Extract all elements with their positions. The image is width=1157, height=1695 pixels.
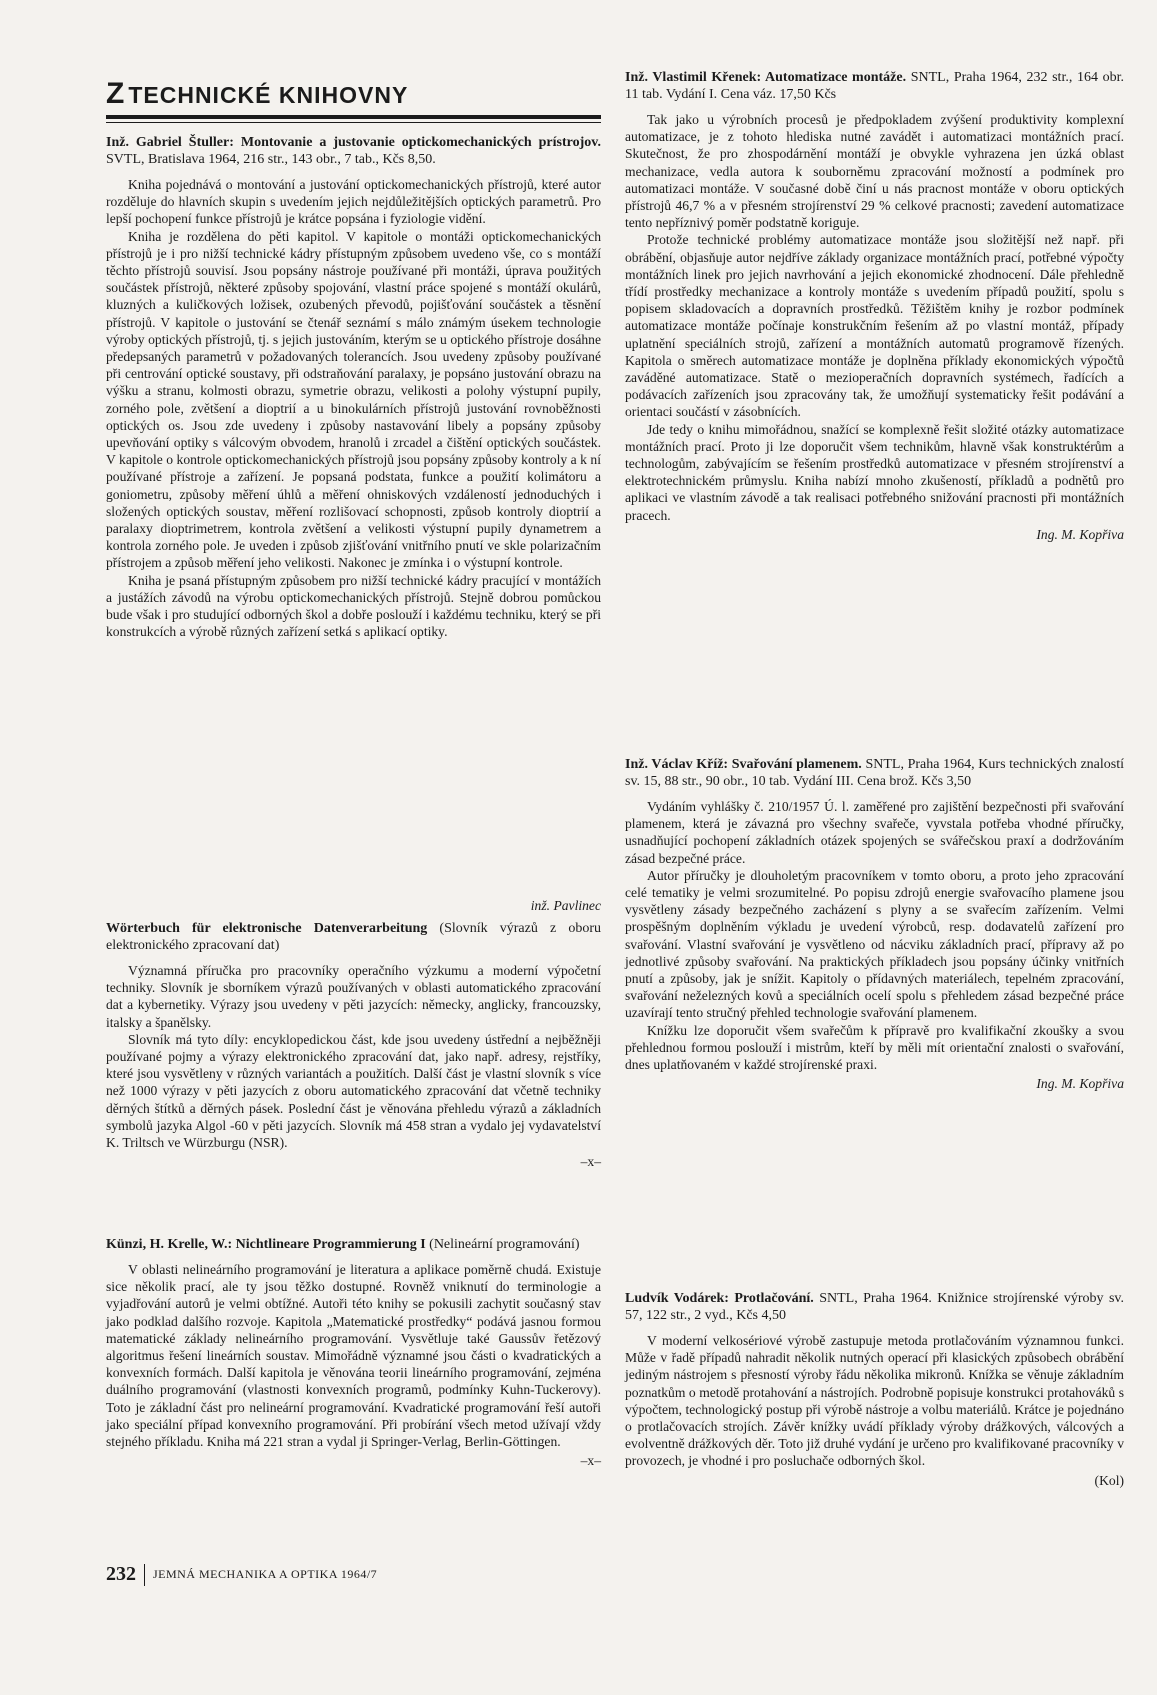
review-paragraph: Tak jako u výrobních procesů je předpokladem zvýšení produktivity komplexní automatizace, je z tohoto hlediska nutné zavádět i automatizaci montážních prací. Skutečnost, že pro zhospodárnění montáží je obvykle vyhrazena jen úzká oblast mechanizace, vedla autora k souborněmu zpracování možností a podmínek pro automatizaci montáže. V současné době činí u nás pracnost montáže v oboru optických přístrojů 46,7 % a v přesném strojírenství 29 % celkové pracnosti; zavedení automatizace tento nepříznivý poměr podstatně koriguje. — [625, 112, 1124, 231]
review-paragraph: Vydáním vyhlášky č. 210/1957 Ú. l. zaměřené pro zajištění bezpečnosti při svařování plamenem, která je závazná pro všechny svařeče, vyvstala potřeba vhodné příručky, usnadňující pochopení základních otázek spojených se svářečskou praxí a dodržováním zásad bezpečné práce. — [625, 799, 1124, 866]
review-paragraph: Knížku lze doporučit všem svařečům k přípravě pro kvalifikační zkoušky a svou přehlednou formou poslouží i mistrům, kteří by měli mít orientační znalosti o svařování, dnes uplatňovaném v každé strojírenské praxi. — [625, 1022, 1124, 1073]
signature-row — [106, 897, 601, 915]
review-worterbuch — [106, 920, 601, 1171]
review-publisher: SVTL, Bratislava 1964, 216 str., 143 obr., 7 tab., Kčs 8,50. — [106, 152, 436, 167]
page-footer — [106, 1563, 377, 1586]
review-stuller — [106, 134, 601, 640]
review-author-title: Inž. Gabriel Štuller: Montovanie a justovanie optickomechanických prístrojov. — [106, 135, 601, 150]
section-letter: Z — [106, 77, 126, 110]
review-paragraph: V moderní velkosériové výrobě zastupuje metoda protlačováním významnou funkci. Může v řadě případů nahradit několik nutných operací při klasických způsobech obrábění jediným nástrojem s přesností výroby řádu několika mikronů. Knížka se věnuje základním poznatkům o metodě protahování a nástrojích. Podrobně popisuje konstrukci protahováků s výpočtem, technologický postup při výrobě nástroje a volbu materiálů. Krátce je pojednáno o protlačovacích strojích. Závěr knížky uvádí příklady výroby drážkových, válcových a evolventně drážkových děr. Toto již druhé vydání je určeno pro kvalifikované pracovníky v provozech, je vhodné i pro posluchače odborných škol. — [625, 1333, 1124, 1469]
review-author-title: Inž. Vlastimil Křenek: Automatizace montáže. — [625, 70, 907, 85]
section-title-text: TECHNICKÉ KNIHOVNY — [128, 82, 409, 108]
header-rule-thin — [106, 122, 601, 123]
footer-divider — [144, 1564, 145, 1586]
page-number: 232 — [106, 1563, 136, 1585]
review-publisher: SNTL, Praha 1964. Knižnice strojírenské výroby sv. 57, 122 str., 2 vyd., Kčs 4,50 — [625, 1291, 1124, 1323]
review-paragraph: Jde tedy o knihu mimořádnou, snažící se komplexně řešit složité otázky automatizace montážních prací. Proto ji lze doporučit všem technikům, hlavně však konstruktérům a technologům, zabývajícím se řešením prostředků automatizace v přesném strojírenství a elektrotechnickém průmyslu. Kniha nabízí mnoho zkušeností, příkladů a podnětů pro aplikaci ve vlastním závodě a tak realisaci potřebného snižování pracnosti při montážních pracech. — [625, 421, 1124, 523]
review-signature: (Kol) — [1094, 1472, 1124, 1488]
review-kunzi — [106, 1236, 601, 1470]
review-paragraph: Slovník má tyto díly: encyklopedickou část, kde jsou uvedeny ústřední a nejběžněji používané pojmy a výrazy elektronického zpracování dat, jako např. adresy, rejstříky, které jsou vysvětleny v různých variantách a použitích. Další část je vlastní slovník s více než 1000 výrazy v pěti jazycích z oboru automatického zpracování dat včetně techniky děrných štítků a děrných pásek. Poslední část je věnována přehledu výrazů a základních symbolů jazyka Algol -60 v pěti jazycích. Slovník má 458 stran a vydalo jej vydavatelství K. Triltsch ve Würzburgu (NSR). — [106, 1031, 601, 1151]
review-author-title: Künzi, H. Krelle, W.: Nichtlineare Programmierung I — [106, 1237, 426, 1252]
journal-name: JEMNÁ MECHANIKA A OPTIKA 1964/7 — [153, 1567, 378, 1581]
review-vodarek — [625, 1290, 1124, 1490]
review-paragraph: Kniha je rozdělena do pěti kapitol. V kapitole o montáži optickomechanických přístrojů je i pro nižší technické kádry přístupným způsobem uvedeno vše, co s montáží těchto přístrojů souvisí. Jsou popsány nástroje používané při montáži, úprava použitých součástek přístrojů, některé způsoby spojování, vlastní práce spojené s montáží okulárů, kluzných a kuličkových ložisek, ozubených převodů, pojišťování součástek a těsnění přístrojů. V kapitole o justování se čtenář seznámí s málo známým úsekem technologie výroby optických přístrojů, tj. s jejich justováním, kterým se u optického přístroje dosáhne předepsaných parametrů v požadovaných tolerancích. Jsou uvedeny způsoby používané při centrování optické soustavy, při odstraňování paralaxy, je popsáno justování obrazu na výšku a stranu, kolmosti obrazu, symetrie obrazu, velikosti a polohy výstupní pupily, zorného pole, zvětšení a dioptrií a u binokulárních přístrojů justování rovnoběžnosti optických os. Jsou zde uvedeny i způsoby nastavování libely a popsány způsoby upevňování optiky s válcovým obvodem, hranolů i zrcadel a čištění optických součástek. V kapitole o kontrole optickomechanických přístrojů jsou popsány způsoby kontroly a k ní používané přístroje a zařízení. Je popsaná podstata, funkce a použití kolimátoru a goniometru, způsoby měření úhlů a měření ohniskových vzdáleností jednoduchých i složených optických soustav, měření rozlišovací schopnosti, způsob kontroly dioptrií a paralaxy dioptrimetrem, kontrola zvětšení a velikosti výstupní pupily dynametrem a kontrola zorného pole. Je uveden i způsob zjišťování vnitřního pnutí ve skle polarizačním přístrojem a způsob měření jeho velikosti. Nakonec je zmínka i o výstupní kontrole. — [106, 228, 601, 571]
review-heading — [625, 1290, 1124, 1324]
review-paragraph: V oblasti nelineárního programování je literatura a aplikace poměrně chudá. Existuje sice několik prací, ale ty jsou těžko dostupné. Rovněž vniknutí do terminologie a vyjadřování autorů je velmi obtížné. Autoři této knihy se pokusili zachytit současný stav jako podklad dalšího rozvoje. Kapitola „Matematické prostředky“ podává jasnou formou matematické základy nelineárního programování. Vysvětluje také Gaussův řetězový algoritmus řešení lineárních soustav. Mimořádně významné jsou části o kvadratických a konvexních formách. Další kapitola je věnována teorii lineárního programování, zejména duálního programování (vlastnosti konvexních programů, podmínky Kuhn-Tuckerovy). Toto je základní část pro nelineární programování. Kvadratické programování řeší autoři jako speciální případ konvexního programování. Při probírání všech metod užívají vždy stejného příkladu. Kniha má 221 stran a vydal ji Springer-Verlag, Berlin-Göttingen. — [106, 1262, 601, 1450]
review-krenek — [625, 69, 1124, 544]
review-heading — [106, 920, 601, 954]
header-rule — [106, 115, 601, 119]
review-publisher: (Slovník výrazů z oboru elektronického zpracovaní dat) — [106, 921, 601, 953]
review-heading — [106, 134, 601, 168]
review-signature: Ing. M. Kopřiva — [1036, 526, 1124, 542]
review-author-title: Ludvík Vodárek: Protlačování. — [625, 1291, 814, 1306]
review-publisher: SNTL, Praha 1964, 232 str., 164 obr. 11 tab. Vydání I. Cena váz. 17,50 Kčs — [625, 70, 1124, 102]
review-author-title: Wörterbuch für elektronische Datenverarbeitung — [106, 921, 428, 936]
review-paragraph: Významná příručka pro pracovníky operačního výzkumu a moderní výpočetní techniky. Slovník je sborníkem výrazů používaných v oblasti automatického zpracování dat a kybernetiky. Výrazy jsou uvedeny v pěti jazycích: německy, anglicky, francouzsky, italsky a španělsky. — [106, 963, 601, 1030]
review-paragraph: Kniha pojednává o montování a justování optickomechanických přístrojů, které autor rozděluje do hlavních skupin s uvedením jejich nejdůležitějších optických parametrů. Pro lepší pochopení funkce přístrojů je krátce popsána i fyziologie vidění. — [106, 177, 601, 227]
review-kriz — [625, 756, 1124, 1093]
review-signature: Ing. M. Kopřiva — [1036, 1076, 1124, 1092]
review-signature: –x– — [580, 1453, 601, 1469]
review-signature: –x– — [580, 1154, 601, 1170]
review-heading — [625, 69, 1124, 103]
review-paragraph: Autor příručky je dlouholetým pracovníkem v tomto oboru, a proto jeho zpracování celé tematiky je velmi srozumitelné. Po popisu zdrojů energie svařovacího plamene jsou vysvětleny zásady bezpečného zacházení s plyny a se svařecím zařízením. Velmi prospěšným doplněním výkladu je uvedení výrobců, resp. dodavatelů zařízení pro svařování. Vlastní svařování je vysvětleno od nácviku základních prací, přípravy až po jednotlivé způsoby svařování. Na praktických příkladech jsou popsány účinky vnitřních pnutí a způsoby, jak je snížit. Kapitoly o přídavných materiálech, tepelném zpracování, svařování neželezných kovů a speciálních ocelí spolu s přehledem zásad bezpečné práce uzavírají tento stručný přehled technologie svařování plamenem. — [625, 867, 1124, 1021]
review-heading — [106, 1236, 601, 1253]
review-author-title: Inž. Václav Kříž: Svařování plamenem. — [625, 757, 862, 772]
review-paragraph: Protože technické problémy automatizace montáže jsou složitější než např. při obrábění, objasňuje autor nejdříve základy organizace montážních prací, potřebné výpočty montážních linek pro jejich navrhování a jejich ekonomické zhodnocení. Dále přehledně třídí prostředky mechanizace a kontroly montáže s uvedením případů použití, spolu s popisem skladovacích a dopravních prostředků. Těžištěm knihy je rozbor podmínek automatizace montáže počínaje konstrukčním řešením až po vlastní montáž, případy uplatnění speciálních strojů, zařízení a montážních automatů programově řízených. Kapitola o směrech automatizace montáže je doplněna příklady ekonomických výpočtů zaváděné automatizace. Statě o mezioperačních dopravních systémech, řadících a podávacích zařízeních jsou zpracovány tak, že umožňují systematicky řešit podávání a orientaci součástí v zásobnících. — [625, 232, 1124, 420]
review-heading — [625, 756, 1124, 790]
section-header — [106, 77, 601, 123]
review-paragraph: Kniha je psaná přístupným způsobem pro nižší technické kádry pracující v montážích a justážích závodů na výrobu optickomechanických přístrojů. Stejně dobrou pomůckou bude však i pro studující odborných škol a dobře poslouží i každému techniku, který se při konstrukcích a výrobě různých zařízení setká s aplikací optiky. — [106, 572, 601, 640]
review-publisher: SNTL, Praha 1964, Kurs technických znalostí sv. 15, 88 str., 90 obr., 10 tab. Vydání III. Cena brož. Kčs 3,50 — [625, 757, 1125, 789]
review-publisher: (Nelineární programování) — [425, 1237, 580, 1252]
section-title — [106, 77, 601, 110]
review-signature: inž. Pavlinec — [530, 898, 601, 913]
